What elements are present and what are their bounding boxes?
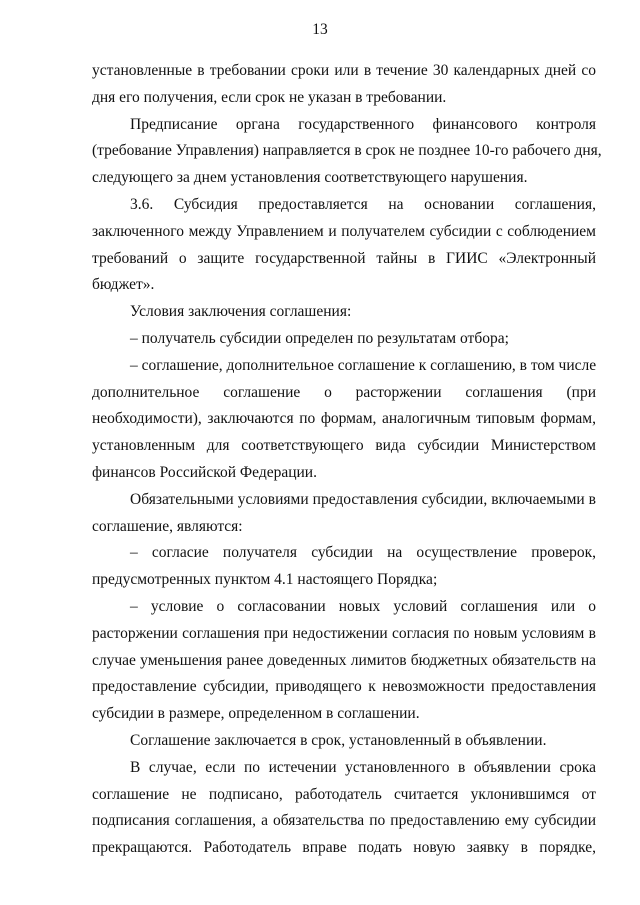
text-line: (требование Управления) направляется в срок не позднее 10-го рабочего дня,	[92, 142, 602, 160]
text-line: Обязательными условиями предоставления субсидии, включаемыми в	[130, 490, 596, 508]
text-line: предоставление субсидии, приводящего к невозможности предоставления	[92, 678, 596, 696]
text-line: соглашение не подписано, работодатель считается уклонившимся от	[92, 785, 596, 803]
text-line: Предписание органа государственного финансового контроля	[130, 115, 596, 133]
text-line: требований о защите государственной тайны в ГИИС «Электронный	[92, 249, 596, 267]
body-text	[92, 58, 602, 862]
text-line: предусмотренных пунктом 4.1 настоящего Порядка;	[92, 571, 438, 589]
text-line: Соглашение заключается в срок, установленный в объявлении.	[130, 731, 547, 749]
text-line: Условия заключения соглашения:	[130, 303, 352, 321]
text-line: установленные в требовании сроки или в течение 30 календарных дней со	[92, 62, 596, 79]
text-line: следующего за днем установления соответствующего нарушения.	[92, 169, 528, 187]
text-line: – соглашение, дополнительное соглашение к соглашению, в том числе	[130, 356, 597, 374]
text-line: подписания соглашения, а обязательства по предоставлению ему субсидии	[92, 812, 596, 830]
page-number: 13	[312, 21, 328, 38]
text-line: дня его получения, если срок не указан в требовании.	[92, 88, 447, 106]
text-line: дополнительное соглашение о расторжении соглашения (при	[92, 383, 596, 401]
text-line: прекращаются. Работодатель вправе подать новую заявку в порядке,	[92, 839, 596, 857]
text-line: финансов Российской Федерации.	[92, 463, 317, 481]
text-line: субсидии в размере, определенном в соглашении.	[92, 705, 420, 723]
text-line: случае уменьшения ранее доведенных лимитов бюджетных обязательств на	[92, 651, 596, 669]
text-line: 3.6. Субсидия предоставляется на основании соглашения,	[130, 195, 596, 213]
text-line: – получатель субсидии определен по результатам отбора;	[130, 329, 509, 347]
text-line: необходимости), заключаются по формам, аналогичным типовым формам,	[92, 410, 596, 428]
text-line: бюджет».	[92, 276, 155, 294]
text-line: расторжении соглашения при недостижении согласия по новым условиям в	[92, 624, 596, 642]
text-line: – согласие получателя субсидии на осуществление проверок,	[130, 544, 596, 562]
text-line: установленным для соответствующего вида субсидии Министерством	[92, 437, 596, 455]
text-line: соглашение, являются:	[92, 517, 243, 535]
text-line: заключенного между Управлением и получателем субсидии с соблюдением	[92, 222, 596, 240]
text-line: В случае, если по истечении установленного в объявлении срока	[130, 758, 596, 776]
text-line: – условие о согласовании новых условий соглашения или о	[130, 597, 596, 615]
